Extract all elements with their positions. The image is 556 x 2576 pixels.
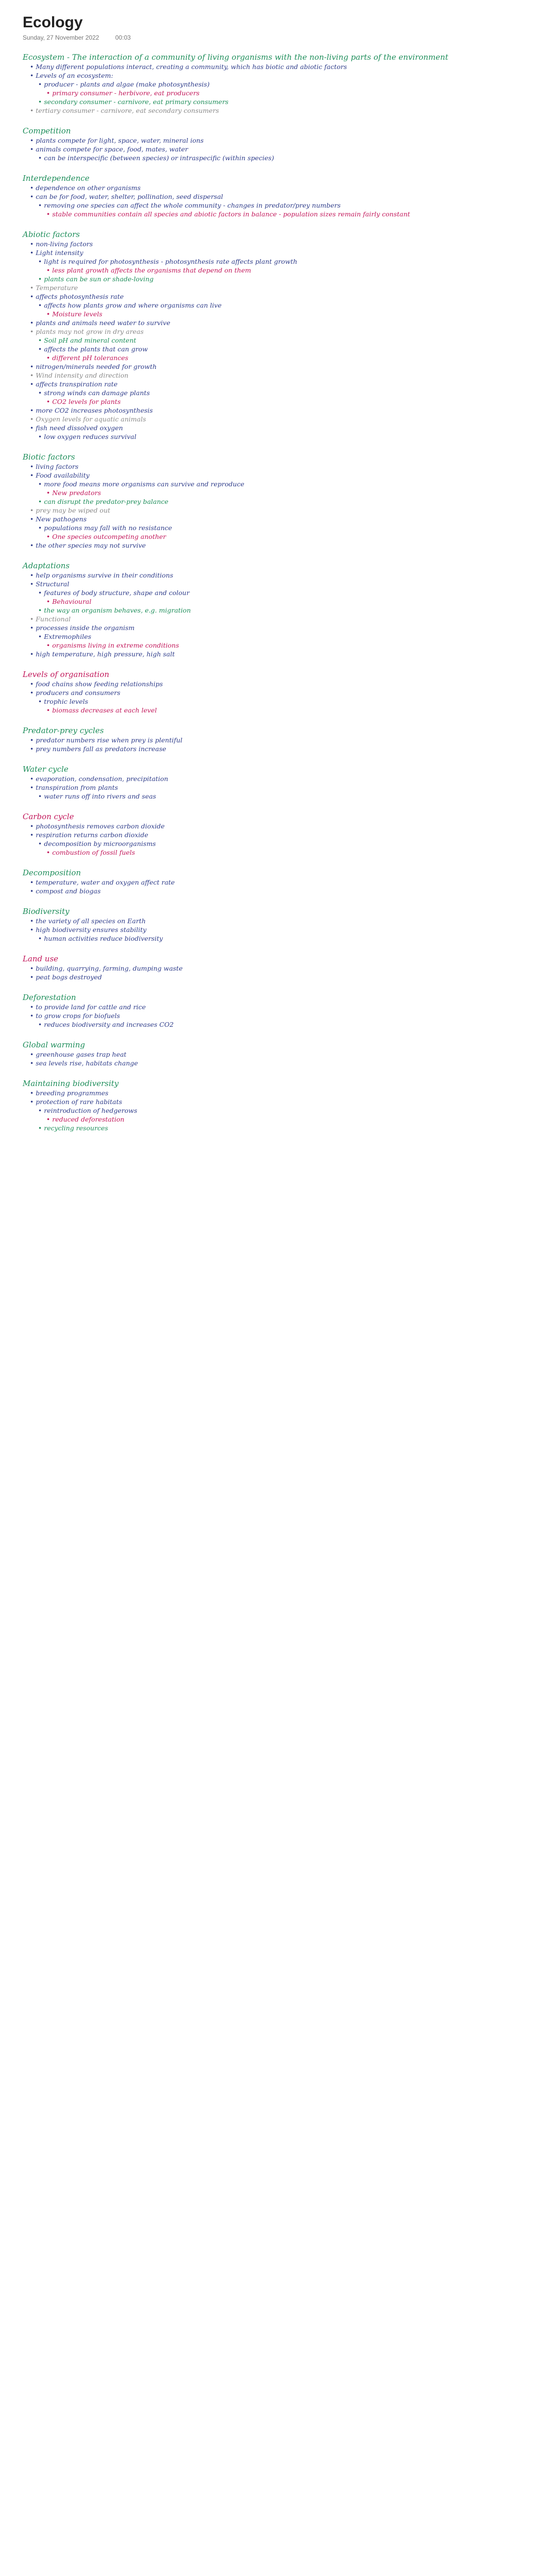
note-line: • decomposition by microorganisms <box>38 840 156 848</box>
note-section <box>23 1040 533 1067</box>
section-heading: Ecosystem - The interaction of a community of living organisms with the non-living parts of the environment <box>23 53 448 62</box>
section-heading: Competition <box>23 126 71 135</box>
note-line: • reintroduction of hedgerows <box>38 1107 137 1114</box>
note-line: • less plant growth affects the organisms that depend on them <box>46 266 251 274</box>
note-line: • photosynthesis removes carbon dioxide <box>30 822 165 830</box>
note-section <box>23 868 533 895</box>
note-line: • light is required for photosynthesis - photosynthesis rate affects plant growth <box>38 258 298 265</box>
notes-body <box>23 53 533 1132</box>
note-line: • to provide land for cattle and rice <box>30 1003 146 1011</box>
section-heading: Water cycle <box>23 765 68 774</box>
note-line: • help organisms survive in their conditions <box>30 571 173 579</box>
note-line: • producer - plants and algae (make photosynthesis) <box>38 80 210 88</box>
section-heading: Predator-prey cycles <box>23 726 104 735</box>
note-line: • affects photosynthesis rate <box>30 293 124 300</box>
note-line: • stable communities contain all species and abiotic factors in balance - population sizes remain fairly constant <box>46 210 410 218</box>
note-line: • non-living factors <box>30 240 93 248</box>
note-line: • food chains show feeding relationships <box>30 680 163 688</box>
note-line: • Temperature <box>30 284 78 292</box>
note-line: • removing one species can affect the whole community - changes in predator/prey numbers <box>38 201 341 209</box>
note-line: • prey numbers fall as predators increase <box>30 745 166 753</box>
note-line: • dependence on other organisms <box>30 184 141 192</box>
time-label: 00:03 <box>115 34 131 41</box>
note-line: • combustion of fossil fuels <box>46 849 135 856</box>
note-line: • affects transpiration rate <box>30 380 118 388</box>
note-line: • the other species may not survive <box>30 541 146 549</box>
note-section <box>23 174 533 218</box>
section-heading: Deforestation <box>23 993 76 1002</box>
note-line: • to grow crops for biofuels <box>30 1012 120 1020</box>
note-section <box>23 907 533 943</box>
note-line: • animals compete for space, food, mates, water <box>30 145 188 153</box>
note-section <box>23 230 533 441</box>
note-section <box>23 452 533 550</box>
note-line: • plants compete for light, space, water, mineral ions <box>30 137 204 144</box>
note-line: • organisms living in extreme conditions <box>46 641 179 649</box>
section-heading: Interdependence <box>23 174 90 183</box>
note-line: • features of body structure, shape and colour <box>38 589 190 597</box>
note-section <box>23 765 533 801</box>
note-section <box>23 126 533 162</box>
note-line: • secondary consumer - carnivore, eat primary consumers <box>38 98 229 106</box>
section-heading: Maintaining biodiversity <box>23 1079 119 1088</box>
note-line: • can be for food, water, shelter, pollination, seed dispersal <box>30 193 223 200</box>
note-line: • Many different populations interact, creating a community, which has biotic and abiotic factors <box>30 63 347 71</box>
note-line: • producers and consumers <box>30 689 120 697</box>
note-line: • biomass decreases at each level <box>46 706 157 714</box>
note-line: • more food means more organisms can survive and reproduce <box>38 480 245 488</box>
note-line: • water runs off into rivers and seas <box>38 792 157 800</box>
note-line: • populations may fall with no resistance <box>38 524 172 532</box>
note-section <box>23 1079 533 1132</box>
note-line: • transpiration from plants <box>30 784 118 791</box>
note-section <box>23 53 533 115</box>
note-line: • plants can be sun or shade-loving <box>38 275 154 283</box>
section-heading: Carbon cycle <box>23 812 74 821</box>
note-line: • protection of rare habitats <box>30 1098 123 1106</box>
section-heading: Adaptations <box>23 561 70 570</box>
note-line: • different pH tolerances <box>46 354 129 362</box>
note-line: • evaporation, condensation, precipitation <box>30 775 168 783</box>
note-section <box>23 993 533 1029</box>
note-line: • human activities reduce biodiversity <box>38 935 163 942</box>
note-line: • fish need dissolved oxygen <box>30 424 123 432</box>
note-line: • New pathogens <box>30 515 87 523</box>
note-line: • Food availability <box>30 471 90 479</box>
note-line: • the variety of all species on Earth <box>30 917 146 925</box>
note-line: • peat bogs destroyed <box>30 973 102 981</box>
timestamp <box>23 34 533 41</box>
note-line: • recycling resources <box>38 1124 108 1132</box>
note-line: • Light intensity <box>30 249 83 257</box>
note-line: • processes inside the organism <box>30 624 135 632</box>
note-line: • Behavioural <box>46 598 92 605</box>
section-heading: Biodiversity <box>23 907 70 916</box>
section-heading: Land use <box>23 954 59 963</box>
note-line: • primary consumer - herbivore, eat producers <box>46 89 200 97</box>
section-heading: Decomposition <box>23 868 81 877</box>
note-line: • more CO2 increases photosynthesis <box>30 406 153 414</box>
note-line: • high temperature, high pressure, high salt <box>30 650 175 658</box>
date-label: Sunday, 27 November 2022 <box>23 34 99 41</box>
note-line: • Moisture levels <box>46 310 102 318</box>
note-line: • affects how plants grow and where organisms can live <box>38 301 222 309</box>
note-line: • sea levels rise, habitats change <box>30 1059 138 1067</box>
page-title: Ecology <box>23 14 83 31</box>
note-line: • nitrogen/minerals needed for growth <box>30 363 157 370</box>
note-line: • Functional <box>30 615 71 623</box>
note-line: • New predators <box>46 489 101 497</box>
section-heading: Global warming <box>23 1040 85 1049</box>
note-line: • the way an organism behaves, e.g. migration <box>38 606 191 614</box>
note-line: • plants may not grow in dry areas <box>30 328 144 335</box>
note-line: • can be interspecific (between species) or intraspecific (within species) <box>38 154 274 162</box>
note-section <box>23 726 533 753</box>
note-line: • living factors <box>30 463 79 470</box>
note-line: • temperature, water and oxygen affect rate <box>30 878 175 886</box>
note-line: • Levels of an ecosystem: <box>30 72 113 79</box>
note-line: • breeding programmes <box>30 1089 109 1097</box>
note-line: • Soil pH and mineral content <box>38 336 136 344</box>
note-line: • prey may be wiped out <box>30 506 111 514</box>
note-line: • can disrupt the predator-prey balance <box>38 498 169 505</box>
note-section <box>23 561 533 658</box>
note-line: • compost and biogas <box>30 887 101 895</box>
note-line: • trophic levels <box>38 698 89 705</box>
note-line: • greenhouse gases trap heat <box>30 1050 127 1058</box>
note-line: • Wind intensity and direction <box>30 371 129 379</box>
note-section <box>23 812 533 857</box>
section-heading: Levels of organisation <box>23 670 110 679</box>
section-heading: Biotic factors <box>23 452 75 462</box>
note-line: • reduces biodiversity and increases CO2 <box>38 1021 174 1028</box>
note-line: • low oxygen reduces survival <box>38 433 136 440</box>
note-line: • Extremophiles <box>38 633 92 640</box>
note-line: • strong winds can damage plants <box>38 389 150 397</box>
note-line: • tertiary consumer - carnivore, eat secondary consumers <box>30 107 219 114</box>
note-line: • building, quarrying, farming, dumping waste <box>30 964 183 972</box>
note-line: • Oxygen levels for aquatic animals <box>30 415 146 423</box>
note-line: • respiration returns carbon dioxide <box>30 831 148 839</box>
note-line: • high biodiversity ensures stability <box>30 926 147 934</box>
note-line: • Structural <box>30 580 70 588</box>
note-line: • reduced deforestation <box>46 1115 125 1123</box>
note-section <box>23 954 533 981</box>
note-line: • predator numbers rise when prey is plentiful <box>30 736 183 744</box>
note-section <box>23 670 533 715</box>
note-line: • One species outcompeting another <box>46 533 166 540</box>
section-heading: Abiotic factors <box>23 230 80 239</box>
note-line: • plants and animals need water to survive <box>30 319 170 327</box>
note-line: • CO2 levels for plants <box>46 398 121 405</box>
note-line: • affects the plants that can grow <box>38 345 148 353</box>
